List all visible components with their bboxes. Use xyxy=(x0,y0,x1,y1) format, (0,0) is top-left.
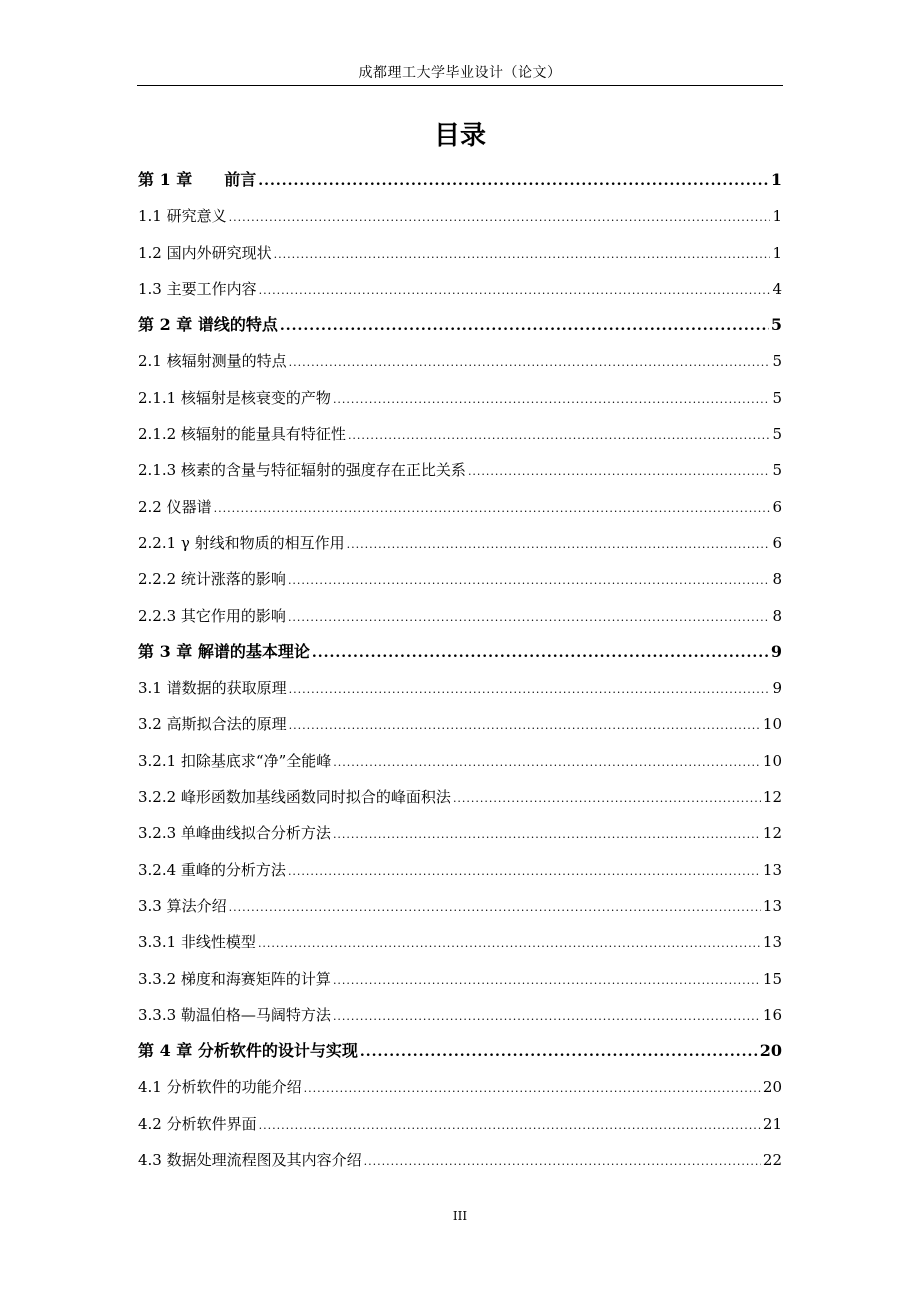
toc-dot-leader xyxy=(288,600,771,636)
page-number: III xyxy=(452,1209,468,1223)
toc-entry-page: 5 xyxy=(772,352,782,371)
toc-section-entry[interactable] xyxy=(138,815,782,851)
toc-section-entry[interactable] xyxy=(138,997,782,1033)
toc-entry-label: 3.2.3 单峰曲线拟合分析方法 xyxy=(138,824,331,843)
toc-entry-label: 3.2 高斯拟合法的原理 xyxy=(138,715,287,734)
toc-section-entry[interactable] xyxy=(138,888,782,924)
toc-dot-leader xyxy=(289,672,771,708)
toc-section-entry[interactable] xyxy=(138,489,782,525)
header-rule xyxy=(137,85,783,86)
toc-section-entry[interactable] xyxy=(138,961,782,997)
toc-dot-leader xyxy=(229,200,771,236)
toc-dot-leader xyxy=(288,563,771,599)
toc-dot-leader xyxy=(360,1034,758,1070)
toc-section-entry[interactable] xyxy=(138,198,782,234)
toc-chapter-entry[interactable] xyxy=(138,634,782,670)
toc-dot-leader xyxy=(312,635,769,671)
toc-entry-label: 2.2.2 统计涨落的影响 xyxy=(138,570,286,589)
toc-entry-label: 2.1 核辐射测量的特点 xyxy=(138,352,287,371)
toc-entry-label: 3.2.2 峰形函数加基线函数同时拟合的峰面积法 xyxy=(138,788,451,807)
toc-dot-leader xyxy=(333,382,771,418)
toc-section-entry[interactable] xyxy=(138,852,782,888)
toc-dot-leader xyxy=(258,926,761,962)
toc-section-entry[interactable] xyxy=(138,343,782,379)
toc-dot-leader xyxy=(288,854,761,890)
toc-section-entry[interactable] xyxy=(138,271,782,307)
toc-dot-leader xyxy=(289,345,771,381)
toc-entry-label: 3.2.1 扣除基底求“净”全能峰 xyxy=(138,751,332,770)
toc-entry-label: 2.2 仪器谱 xyxy=(138,497,212,516)
toc-entry-label: 3.3.2 梯度和海赛矩阵的计算 xyxy=(138,969,331,988)
toc-section-entry[interactable] xyxy=(138,743,782,779)
toc-dot-leader xyxy=(229,890,761,926)
toc-entry-label: 2.1.3 核素的含量与特征辐射的强度存在正比关系 xyxy=(138,461,466,480)
toc-entry-page: 5 xyxy=(772,461,782,480)
toc-section-entry[interactable] xyxy=(138,706,782,742)
toc-entry-label: 2.2.1 γ 射线和物质的相互作用 xyxy=(138,533,345,552)
toc-dot-leader xyxy=(333,963,761,999)
toc-entry-page: 5 xyxy=(772,388,782,407)
toc-chapter-entry[interactable] xyxy=(138,307,782,343)
toc-section-entry[interactable] xyxy=(138,1106,782,1142)
toc-entry-label: 3.3.3 勒温伯格—马阔特方法 xyxy=(138,1005,331,1024)
toc-entry-page: 12 xyxy=(762,788,782,807)
toc-dot-leader xyxy=(347,527,771,563)
toc-dot-leader xyxy=(333,745,761,781)
toc-section-entry[interactable] xyxy=(138,380,782,416)
toc-dot-leader xyxy=(259,1108,761,1144)
toc-entry-page: 20 xyxy=(759,1041,782,1061)
toc-entry-page: 6 xyxy=(772,497,782,516)
toc-entry-page: 13 xyxy=(762,933,782,952)
toc-entry-page: 20 xyxy=(762,1078,782,1097)
toc-title: 目录 xyxy=(433,121,486,151)
toc-entry-label: 1.2 国内外研究现状 xyxy=(138,243,272,262)
toc-dot-leader xyxy=(214,491,771,527)
toc-dot-leader xyxy=(274,237,771,273)
toc-chapter-entry[interactable] xyxy=(138,1033,782,1069)
table-of-contents xyxy=(138,162,782,1178)
toc-entry-label: 2.2.3 其它作用的影响 xyxy=(138,606,286,625)
toc-entry-label: 3.2.4 重峰的分析方法 xyxy=(138,860,286,879)
toc-section-entry[interactable] xyxy=(138,1142,782,1178)
toc-dot-leader xyxy=(333,999,761,1035)
toc-entry-page: 13 xyxy=(762,860,782,879)
toc-entry-label: 3.1 谱数据的获取原理 xyxy=(138,679,287,698)
toc-dot-leader xyxy=(304,1071,761,1107)
toc-section-entry[interactable] xyxy=(138,416,782,452)
toc-entry-label: 4.3 数据处理流程图及其内容介绍 xyxy=(138,1151,362,1170)
toc-dot-leader xyxy=(280,308,769,344)
toc-section-entry[interactable] xyxy=(138,779,782,815)
toc-section-entry[interactable] xyxy=(138,452,782,488)
toc-entry-page: 1 xyxy=(772,207,782,226)
toc-entry-label: 2.1.1 核辐射是核衰变的产物 xyxy=(138,388,331,407)
toc-entry-page: 10 xyxy=(762,751,782,770)
toc-entry-label: 3.3 算法介绍 xyxy=(138,896,227,915)
toc-entry-page: 4 xyxy=(772,279,782,298)
toc-dot-leader xyxy=(453,781,761,817)
toc-dot-leader xyxy=(468,454,771,490)
running-header: 成都理工大学毕业设计（论文） xyxy=(358,65,562,81)
toc-entry-page: 5 xyxy=(770,315,782,335)
toc-section-entry[interactable] xyxy=(138,924,782,960)
toc-entry-label: 2.1.2 核辐射的能量具有特征性 xyxy=(138,425,346,444)
toc-entry-label: 第 4 章 分析软件的设计与实现 xyxy=(138,1041,358,1061)
toc-entry-page: 9 xyxy=(770,641,782,661)
toc-entry-label: 1.1 研究意义 xyxy=(138,207,227,226)
toc-dot-leader xyxy=(258,163,769,199)
toc-dot-leader xyxy=(289,708,761,744)
toc-section-entry[interactable] xyxy=(138,1069,782,1105)
toc-entry-label: 第 1 章 前言 xyxy=(138,170,257,189)
toc-entry-label: 第 2 章 谱线的特点 xyxy=(138,315,278,335)
toc-entry-page: 16 xyxy=(762,1005,782,1024)
toc-section-entry[interactable] xyxy=(138,670,782,706)
toc-entry-label: 第 3 章 解谱的基本理论 xyxy=(138,641,310,661)
toc-section-entry[interactable] xyxy=(138,561,782,597)
toc-entry-page: 22 xyxy=(762,1151,782,1170)
toc-section-entry[interactable] xyxy=(138,235,782,271)
toc-entry-page: 8 xyxy=(772,606,782,625)
toc-entry-label: 3.3.1 非线性模型 xyxy=(138,933,256,952)
toc-dot-leader xyxy=(333,817,761,853)
toc-entry-label: 4.2 分析软件界面 xyxy=(138,1114,257,1133)
toc-entry-page: 9 xyxy=(772,679,782,698)
toc-section-entry[interactable] xyxy=(138,598,782,634)
toc-chapter-entry[interactable] xyxy=(138,162,782,198)
toc-entry-page: 15 xyxy=(762,969,782,988)
toc-entry-label: 4.1 分析软件的功能介绍 xyxy=(138,1078,302,1097)
toc-dot-leader xyxy=(259,273,771,309)
toc-entry-page: 1 xyxy=(770,170,782,189)
toc-dot-leader xyxy=(364,1144,761,1180)
toc-entry-label: 1.3 主要工作内容 xyxy=(138,279,257,298)
toc-entry-page: 6 xyxy=(772,533,782,552)
toc-entry-page: 10 xyxy=(762,715,782,734)
toc-entry-page: 1 xyxy=(772,243,782,262)
toc-dot-leader xyxy=(348,418,771,454)
toc-entry-page: 21 xyxy=(762,1114,782,1133)
toc-entry-page: 12 xyxy=(762,824,782,843)
toc-section-entry[interactable] xyxy=(138,525,782,561)
toc-entry-page: 5 xyxy=(772,425,782,444)
toc-entry-page: 8 xyxy=(772,570,782,589)
toc-entry-page: 13 xyxy=(762,896,782,915)
